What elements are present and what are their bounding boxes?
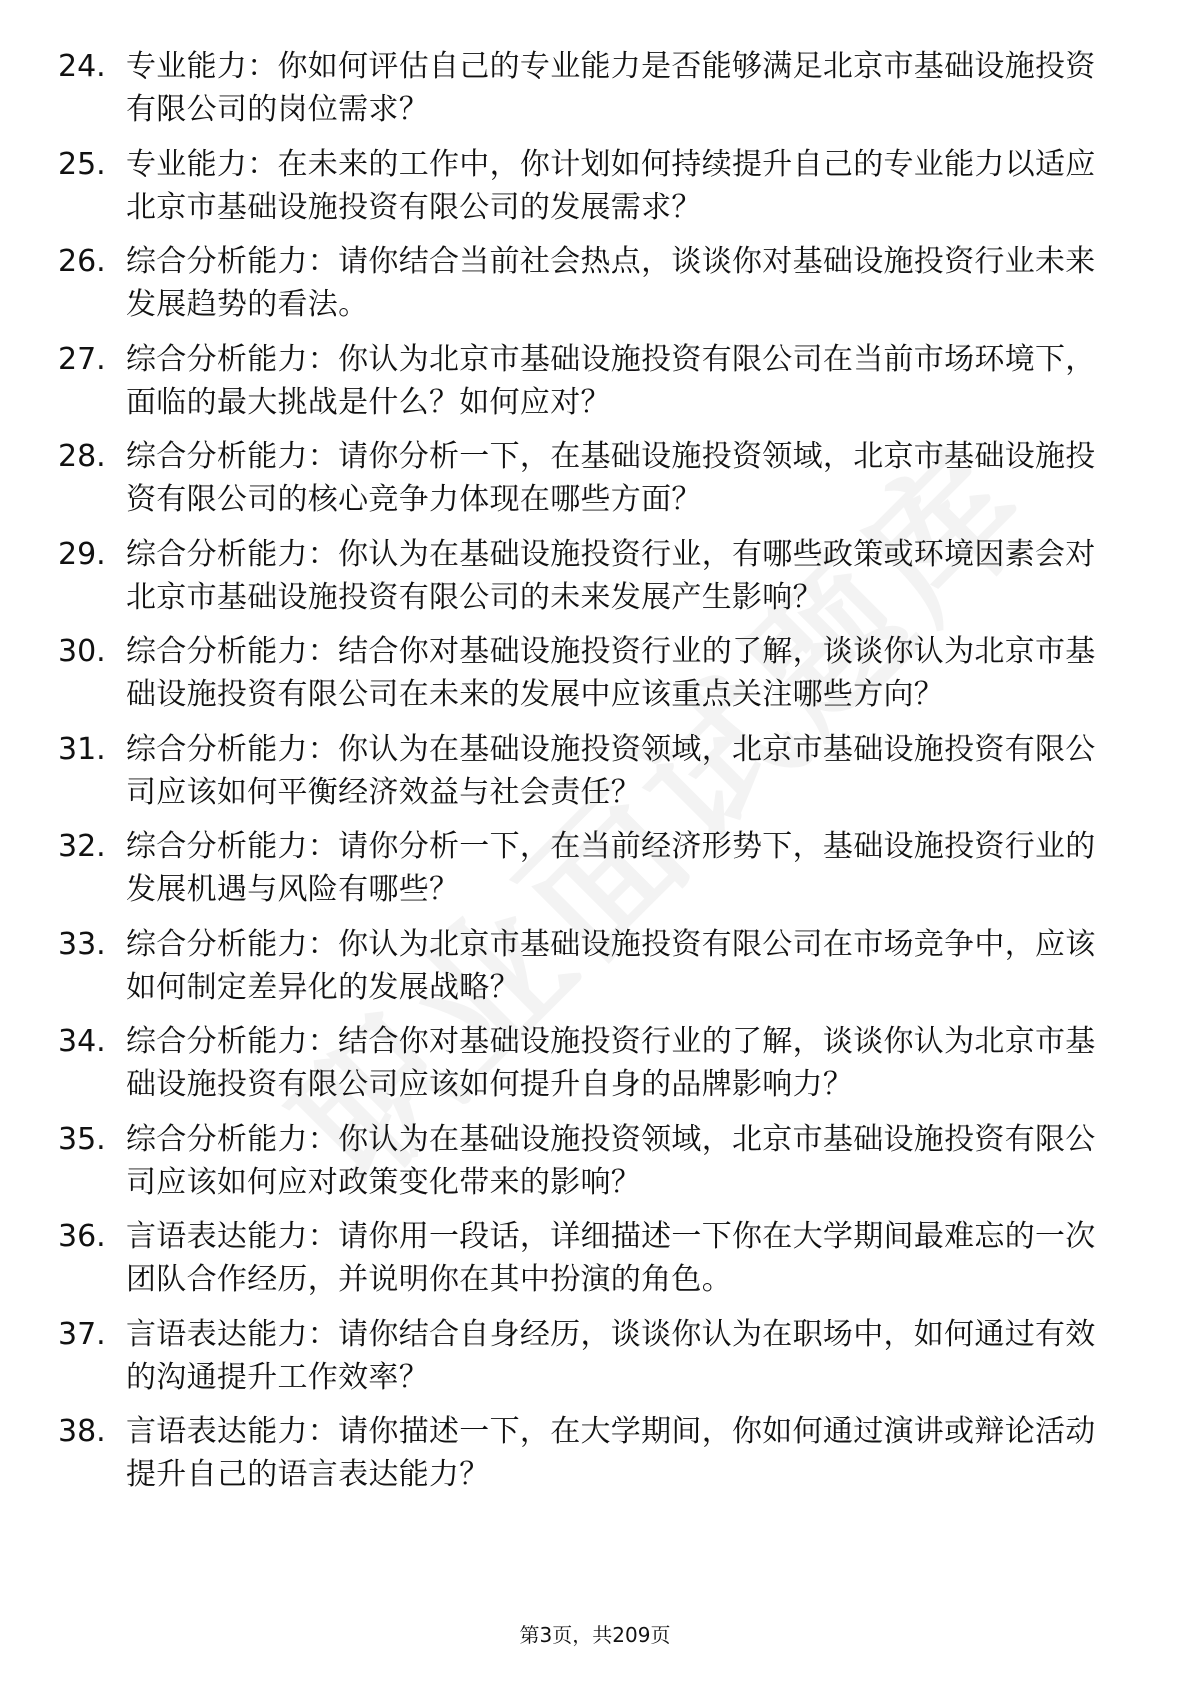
list-item [58,143,1118,229]
question-text: 专业能力：你如何评估自己的专业能力是否能够满足北京市基础设施投资有限公司的岗位需求？ [126,49,1096,127]
question-text: 专业能力：在未来的工作中，你计划如何持续提升自己的专业能力以适应北京市基础设施投资有限公司的发展需求？ [126,146,1096,225]
question-number: 38. [58,1414,106,1449]
question-number: 30. [58,634,106,669]
question-number: 37. [58,1316,106,1352]
question-number: 25. [58,146,106,182]
question-text: 综合分析能力：你认为在基础设施投资领域，北京市基础设施投资有限公司应该如何平衡经济效益与社会责任？ [126,731,1096,810]
question-number: 33. [58,926,106,962]
question-text: 综合分析能力：结合你对基础设施投资行业的了解，谈谈你认为北京市基础设施投资有限公司在未来的发展中应该重点关注哪些方向？ [126,634,1096,712]
question-list [58,45,1118,1508]
question-text: 综合分析能力：请你结合当前社会热点，谈谈你对基础设施投资行业未来发展趋势的看法。 [126,244,1096,322]
list-item [58,923,1118,1009]
list-item [58,240,1118,326]
list-item [58,1118,1118,1204]
question-text: 综合分析能力：你认为北京市基础设施投资有限公司在市场竞争中，应该如何制定差异化的发展战略？ [126,926,1096,1005]
list-item [58,435,1118,521]
question-text: 综合分析能力：你认为北京市基础设施投资有限公司在当前市场环境下，面临的最大挑战是什么？如何应对？ [126,341,1096,420]
question-text: 言语表达能力：请你描述一下，在大学期间，你如何通过演讲或辩论活动提升自己的语言表达能力？ [126,1414,1096,1492]
question-text: 综合分析能力：请你分析一下，在当前经济形势下，基础设施投资行业的发展机遇与风险有哪些？ [126,829,1096,907]
list-item [58,728,1118,814]
list-item [58,533,1118,619]
list-item [58,45,1118,131]
question-number: 28. [58,439,106,474]
list-item [58,1313,1118,1399]
question-text: 言语表达能力：请你结合自身经历，谈谈你认为在职场中，如何通过有效的沟通提升工作效率？ [126,1316,1096,1395]
question-number: 31. [58,731,106,767]
question-text: 综合分析能力：你认为在基础设施投资领域，北京市基础设施投资有限公司应该如何应对政策变化带来的影响？ [126,1121,1096,1200]
question-number: 27. [58,341,106,377]
question-number: 24. [58,49,106,84]
list-item [58,338,1118,424]
list-item [58,1020,1118,1106]
list-item [58,1215,1118,1301]
question-text: 综合分析能力：你认为在基础设施投资行业，有哪些政策或环境因素会对北京市基础设施投资有限公司的未来发展产生影响？ [126,536,1096,615]
question-number: 34. [58,1024,106,1059]
question-text: 综合分析能力：请你分析一下，在基础设施投资领域，北京市基础设施投资有限公司的核心竞争力体现在哪些方面？ [126,439,1096,517]
list-item [58,630,1118,716]
list-item [58,1410,1118,1496]
question-number: 35. [58,1121,106,1157]
page-footer: 第3页，共209页 [519,1623,671,1647]
question-number: 36. [58,1219,106,1254]
list-item [58,825,1118,911]
question-text: 言语表达能力：请你用一段话，详细描述一下你在大学期间最难忘的一次团队合作经历，并说明你在其中扮演的角色。 [126,1219,1096,1297]
question-number: 26. [58,244,106,279]
question-number: 29. [58,536,106,572]
question-text: 综合分析能力：结合你对基础设施投资行业的了解，谈谈你认为北京市基础设施投资有限公司应该如何提升自身的品牌影响力？ [126,1024,1096,1102]
question-number: 32. [58,829,106,864]
